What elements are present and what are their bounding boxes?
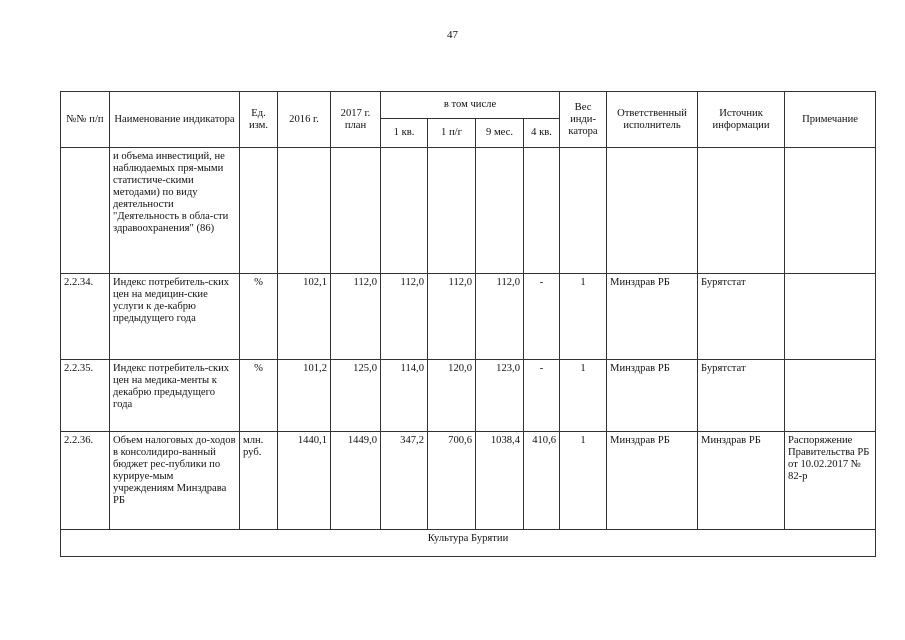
cell-9m: 112,0 xyxy=(476,274,524,360)
cell-2017: 1449,0 xyxy=(331,432,381,530)
cell-q1: 347,2 xyxy=(381,432,428,530)
cell-source: Бурятстат xyxy=(698,274,785,360)
cell-weight: 1 xyxy=(560,360,607,432)
indicators-table xyxy=(60,91,876,557)
cell-num xyxy=(61,148,110,274)
section-title: Культура Бурятии xyxy=(61,530,876,557)
header-weight: Вес инди-катора xyxy=(560,92,607,148)
cell-q1 xyxy=(381,148,428,274)
cell-unit: % xyxy=(240,360,278,432)
table-row xyxy=(61,432,876,530)
cell-q4: - xyxy=(524,360,560,432)
cell-responsible: Минздрав РБ xyxy=(607,274,698,360)
cell-q1: 114,0 xyxy=(381,360,428,432)
cell-num: 2.2.36. xyxy=(61,432,110,530)
cell-responsible: Минздрав РБ xyxy=(607,432,698,530)
table-row xyxy=(61,148,876,274)
cell-note xyxy=(785,360,876,432)
cell-h1 xyxy=(428,148,476,274)
table-row xyxy=(61,274,876,360)
header-row xyxy=(61,92,876,119)
cell-q4: - xyxy=(524,274,560,360)
cell-2016: 102,1 xyxy=(278,274,331,360)
cell-9m: 1038,4 xyxy=(476,432,524,530)
cell-h1: 112,0 xyxy=(428,274,476,360)
header-name: Наименование индикатора xyxy=(110,92,240,148)
header-q1: 1 кв. xyxy=(381,119,428,148)
cell-responsible xyxy=(607,148,698,274)
header-2017-plan: 2017 г. план xyxy=(331,92,381,148)
header-including: в том числе xyxy=(381,92,560,119)
cell-unit: млн. руб. xyxy=(240,432,278,530)
cell-weight xyxy=(560,148,607,274)
page-number: 47 xyxy=(447,29,458,41)
cell-note: Распоряжение Правительства РБ от 10.02.2017 № 82-р xyxy=(785,432,876,530)
cell-2016: 101,2 xyxy=(278,360,331,432)
cell-unit: % xyxy=(240,274,278,360)
cell-source: Бурятстат xyxy=(698,360,785,432)
cell-2017: 125,0 xyxy=(331,360,381,432)
cell-source xyxy=(698,148,785,274)
header-q4: 4 кв. xyxy=(524,119,560,148)
header-9m: 9 мес. xyxy=(476,119,524,148)
cell-source: Минздрав РБ xyxy=(698,432,785,530)
cell-q1: 112,0 xyxy=(381,274,428,360)
table-row xyxy=(61,360,876,432)
header-2016: 2016 г. xyxy=(278,92,331,148)
cell-weight: 1 xyxy=(560,274,607,360)
section-row xyxy=(61,530,876,557)
cell-num: 2.2.35. xyxy=(61,360,110,432)
header-num: №№ п/п xyxy=(61,92,110,148)
cell-h1: 120,0 xyxy=(428,360,476,432)
cell-name: Объем налоговых до-ходов в консолидиро-ванный бюджет рес-публики по курируе-мым учреждениям Минздрава РБ xyxy=(110,432,240,530)
cell-weight: 1 xyxy=(560,432,607,530)
cell-h1: 700,6 xyxy=(428,432,476,530)
cell-2017 xyxy=(331,148,381,274)
cell-2017: 112,0 xyxy=(331,274,381,360)
cell-note xyxy=(785,274,876,360)
cell-unit xyxy=(240,148,278,274)
header-responsible: Ответственный исполнитель xyxy=(607,92,698,148)
cell-name: Индекс потребитель-ских цен на медицин-ские услуги к де-кабрю предыдущего года xyxy=(110,274,240,360)
cell-2016 xyxy=(278,148,331,274)
cell-2016: 1440,1 xyxy=(278,432,331,530)
header-h1: 1 п/г xyxy=(428,119,476,148)
cell-9m xyxy=(476,148,524,274)
header-source: Источник информации xyxy=(698,92,785,148)
cell-name: и объема инвестиций, не наблюдаемых пря-мыми статистиче-скими методами) по виду деятельности "Деятельность в обла-сти здравоохранения" (86) xyxy=(110,148,240,274)
cell-q4: 410,6 xyxy=(524,432,560,530)
header-note: Примечание xyxy=(785,92,876,148)
cell-9m: 123,0 xyxy=(476,360,524,432)
cell-q4 xyxy=(524,148,560,274)
cell-note xyxy=(785,148,876,274)
cell-responsible: Минздрав РБ xyxy=(607,360,698,432)
header-unit: Ед. изм. xyxy=(240,92,278,148)
cell-num: 2.2.34. xyxy=(61,274,110,360)
cell-name: Индекс потребитель-ских цен на медика-менты к декабрю предыдущего года xyxy=(110,360,240,432)
